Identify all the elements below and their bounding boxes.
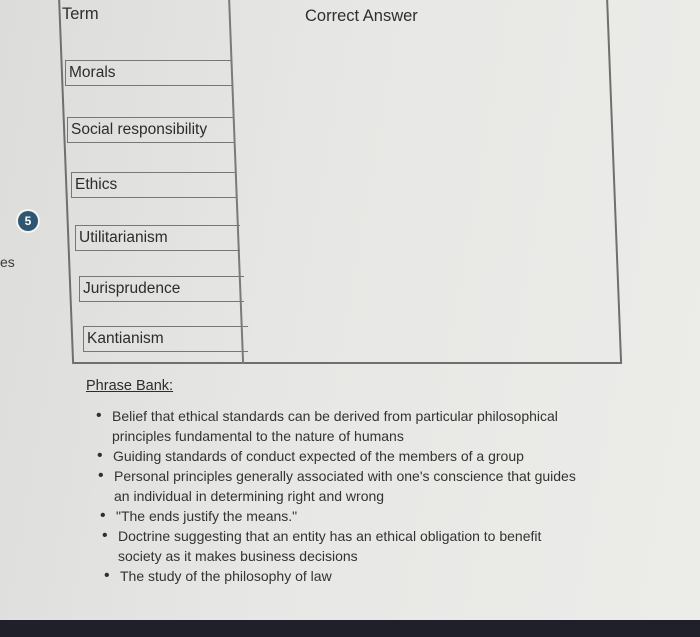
phrase-line: Guiding standards of conduct expected of the members of a group — [113, 448, 524, 464]
bullet-icon: • — [98, 467, 104, 484]
term-label: Kantianism — [87, 330, 164, 347]
phrase-line: Personal principles generally associated with one's conscience that guides — [114, 468, 576, 484]
list-item[interactable] — [102, 526, 596, 566]
phrase-line: Doctrine suggesting that an entity has an ethical obligation to benefit — [118, 528, 542, 544]
phrase-line: an individual in determining right and wrong — [114, 488, 385, 504]
term-label: Utilitarianism — [79, 229, 168, 246]
list-item[interactable] — [96, 406, 596, 446]
term-cell-morals[interactable] — [65, 60, 232, 86]
bullet-icon: • — [102, 527, 108, 544]
list-item[interactable] — [104, 566, 596, 586]
bullet-icon: • — [104, 567, 110, 584]
term-cell-kantianism[interactable] — [83, 326, 248, 352]
phrase-line: The study of the philosophy of law — [120, 568, 332, 584]
phrase-line: Belief that ethical standards can be derived from particular philosophical — [112, 408, 558, 424]
phrase-bank-list — [96, 406, 596, 586]
term-label: Jurisprudence — [83, 280, 181, 297]
header-correct-answer: Correct Answer — [305, 7, 418, 25]
sidebar-text-fragment: es — [0, 254, 15, 270]
bullet-icon: • — [97, 447, 103, 464]
term-label: Ethics — [75, 176, 118, 193]
bullet-icon: • — [100, 507, 106, 524]
term-cell-social-responsibility[interactable] — [67, 117, 234, 143]
phrase-line: society as it makes business decisions — [118, 548, 358, 564]
term-label: Social responsibility — [71, 121, 208, 138]
list-item[interactable] — [97, 446, 596, 466]
list-item[interactable] — [98, 466, 596, 506]
header-term: Term — [62, 5, 99, 23]
bottom-bar — [0, 620, 700, 637]
phrase-line: principles fundamental to the nature of humans — [112, 428, 404, 444]
term-cell-utilitarianism[interactable] — [75, 225, 240, 251]
bullet-icon: • — [96, 407, 102, 424]
list-item[interactable] — [100, 506, 596, 526]
term-cell-ethics[interactable] — [71, 172, 236, 198]
question-number-badge[interactable]: 5 — [18, 211, 38, 231]
phrase-line: "The ends justify the means." — [116, 508, 298, 524]
term-label: Morals — [69, 64, 116, 81]
phrase-bank-title: Phrase Bank: — [86, 378, 174, 394]
term-cell-jurisprudence[interactable] — [79, 276, 244, 302]
